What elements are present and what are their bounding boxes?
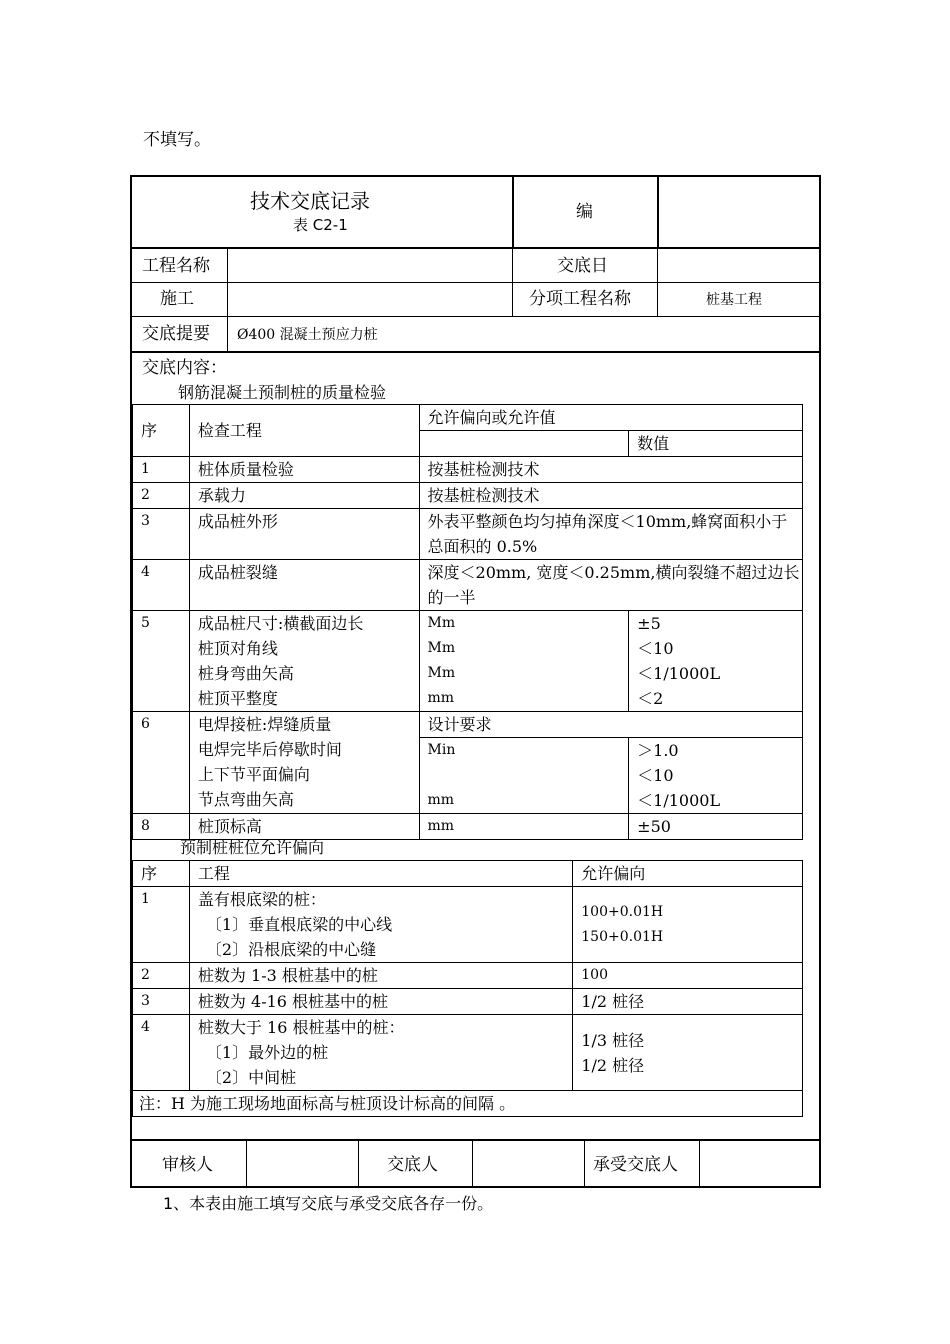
t2-row-line: 〔1〕最外边的桩 [205, 1043, 329, 1062]
section2-title: 预制桩桩位允许偏向 [180, 838, 325, 857]
pile-position-table [132, 860, 803, 1117]
summary-label: 交底提要 [142, 324, 210, 344]
sig-col-2 [358, 1140, 359, 1188]
subitem-value: 桩基工程 [706, 292, 762, 308]
project-name-label: 工程名称 [142, 256, 210, 276]
subitem-label: 分项工程名称 [529, 289, 631, 309]
info-col-1 [227, 248, 228, 351]
t1-row5-item: 桩身弯曲矢高 [197, 664, 294, 683]
t2-row-line: 〔1〕垂直根底梁的中心线 [205, 915, 393, 934]
footnote: 1、本表由施工填写交底与承受交底各存一份。 [163, 1194, 494, 1213]
t1-row5-unit: Mm [427, 615, 456, 631]
t2-row-line: 〔2〕沿根底梁的中心缝 [205, 940, 377, 959]
t1-row8-unit: mm [419, 814, 629, 840]
t2-row-item [189, 887, 572, 963]
t1-row-seq: 3 [133, 509, 190, 560]
t1-row5-unit: Mm [427, 640, 456, 656]
t1-row6-unit [428, 763, 629, 788]
t1-row-item: 成品桩裂缝 [189, 560, 419, 611]
construction-label: 施工 [160, 289, 194, 309]
t2-row-value: 150+0.01H [581, 928, 664, 945]
t1-row5-item: 成品桩尺寸:横截面边长 [197, 614, 364, 633]
tech-briefing-form [130, 175, 821, 1188]
presenter-field[interactable] [473, 1140, 583, 1188]
t1-row5-unit: mm [427, 690, 455, 706]
t2-row-seq: 3 [133, 989, 190, 1015]
t1-row6-item: 上下节平面偏向 [197, 765, 310, 784]
t1-row-seq: 2 [133, 483, 190, 509]
t1-row-allow: 按基桩检测技术 [419, 457, 802, 483]
t2-row-values [573, 1015, 803, 1091]
t1-row5-item: 桩顶对角线 [197, 639, 278, 658]
content-label: 交底内容： [142, 358, 227, 378]
t1-header-seq: 序 [133, 405, 190, 457]
quality-check-table [132, 404, 803, 840]
reviewer-label: 审核人 [162, 1155, 213, 1175]
t1-row6-unit: mm [427, 792, 455, 808]
t1-row6-item: 电焊完毕后停歇时间 [197, 740, 342, 759]
t1-header-blank [419, 431, 629, 457]
t1-row6-seq: 6 [133, 712, 190, 814]
t1-row6-item: 节点弯曲矢高 [197, 790, 294, 809]
t1-row5-unit: Mm [427, 665, 456, 681]
info-col-2 [512, 248, 513, 316]
project-name-field[interactable] [228, 249, 511, 282]
t1-row8-item: 桩顶标高 [189, 814, 419, 840]
t1-row5-values [629, 611, 803, 712]
t2-row-value: 100 [573, 963, 803, 989]
t2-header-seq: 序 [133, 861, 190, 887]
date-field[interactable] [658, 249, 820, 282]
t2-note: 注：H 为施工现场地面标高与桩顶设计标高的间隔 。 [133, 1091, 803, 1117]
t1-row5-value: ＜1/1000L [637, 664, 721, 683]
t2-row-values [573, 887, 803, 963]
t1-row5-items [189, 611, 419, 712]
t1-row6-items [189, 712, 419, 814]
date-label: 交底日 [557, 256, 608, 276]
t2-header-item: 工程 [189, 861, 572, 887]
t1-row5-seq: 5 [133, 611, 190, 712]
t1-row5-value: ＜2 [637, 689, 664, 708]
t1-header-item: 检查工程 [189, 405, 419, 457]
top-note: 不填写。 [143, 130, 211, 150]
summary-value: Ø400 混凝土预应力桩 [237, 327, 378, 343]
sig-col-4 [584, 1140, 585, 1188]
t2-row-item: 桩数为 4-16 根桩基中的桩 [189, 989, 572, 1015]
form-number: 表 C2-1 [293, 216, 348, 234]
receiver-field[interactable] [700, 1140, 820, 1188]
header-divider-1 [512, 177, 514, 247]
t2-row-line: 桩数大于 16 根桩基中的桩： [197, 1018, 405, 1037]
construction-field[interactable] [228, 283, 511, 316]
t1-header-allow: 允许偏向或允许值 [419, 405, 802, 431]
receiver-label: 承受交底人 [593, 1155, 678, 1175]
t2-row-seq: 4 [133, 1015, 190, 1091]
t2-row-line: 盖有根底梁的桩： [197, 890, 326, 909]
t1-row6-units [419, 738, 629, 814]
t1-row-seq: 1 [133, 457, 190, 483]
t1-row6-value: ＜1/1000L [637, 791, 721, 810]
t2-row-line: 〔2〕中间桩 [205, 1068, 297, 1087]
t1-row8-value: ±50 [629, 814, 803, 840]
t2-row-seq: 2 [133, 963, 190, 989]
header-divider-2 [657, 177, 659, 247]
t1-row-seq: 4 [133, 560, 190, 611]
reviewer-field[interactable] [247, 1140, 357, 1188]
t1-row-item: 承载力 [189, 483, 419, 509]
t1-row5-item: 桩顶平整度 [197, 689, 278, 708]
t1-row5-value: ±5 [637, 614, 661, 633]
info-col-3 [657, 248, 658, 316]
t2-row-value: 1/2 桩径 [573, 989, 803, 1015]
form-title: 技术交底记录 [250, 189, 370, 213]
t1-row5-value: ＜10 [637, 639, 674, 658]
t1-header-value: 数值 [629, 431, 803, 457]
t2-row-seq: 1 [133, 887, 190, 963]
t1-row5-units [419, 611, 629, 712]
t1-row-allow: 深度＜20mm, 宽度＜0.25mm,横向裂缝不超过边长的一半 [419, 560, 802, 611]
t1-row-item: 桩体质量检验 [189, 457, 419, 483]
t1-row6-item: 电焊接桩:焊缝质量 [197, 715, 332, 734]
t2-row-value: 1/3 桩径 [581, 1030, 645, 1050]
t2-header-allow: 允许偏向 [573, 861, 803, 887]
section1-title: 钢筋混凝土预制桩的质量检验 [178, 383, 387, 402]
t1-row6-unit: Min [427, 742, 456, 758]
t2-row-value: 1/2 桩径 [581, 1055, 645, 1075]
presenter-label: 交底人 [387, 1155, 438, 1175]
summary-bottom-line [132, 351, 821, 353]
t1-row6-req: 设计要求 [419, 712, 802, 738]
t2-row-item [189, 1015, 572, 1091]
t1-row6-value: ＜10 [637, 766, 674, 785]
t1-row-allow: 按基桩检测技术 [419, 483, 802, 509]
t1-row-item: 成品桩外形 [189, 509, 419, 560]
info-line-2 [132, 316, 821, 317]
t1-row6-values [629, 738, 803, 814]
bian-label: 编 [576, 202, 593, 222]
t2-row-value: 100+0.01H [581, 903, 664, 920]
t1-row-allow: 外表平整颜色均匀掉角深度＜10mm,蜂窝面积小于总面积的 0.5% [419, 509, 802, 560]
t1-row8-seq: 8 [133, 814, 190, 840]
t2-row-item: 桩数为 1-3 根桩基中的桩 [189, 963, 572, 989]
t1-row6-value: ＞1.0 [637, 741, 679, 760]
